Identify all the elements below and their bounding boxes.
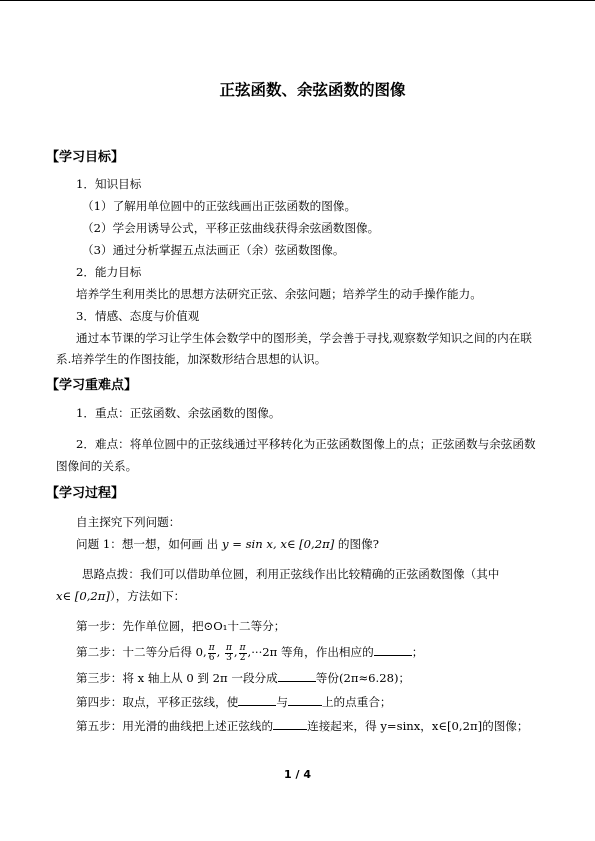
step-2-blank[interactable] [374,644,412,656]
step-3-prefix: 第三步：将 x 轴上从 0 到 2π 一段分成 [76,671,278,685]
step-2-mid: ,···2π 等角，作出相应的 [247,645,374,659]
step-4 [76,694,392,710]
step-5-blank[interactable] [273,718,307,730]
step-5-prefix: 第五步：用光滑的曲线把上述正弦线的 [76,719,274,733]
step-4-blank-2[interactable] [288,694,322,706]
goal-ability-text: 培养学生利用类比的思想方法研究正弦、余弦问题；培养学生的动手操作能力。 [76,287,482,301]
fraction-pi-over-6: $\frac{\pi}{6}$ [208,642,215,663]
question-1 [76,536,379,552]
step-2-suffix: ； [411,645,424,659]
key-point: 1．重点：正弦函数、余弦函数的图像。 [76,406,281,420]
question-1-suffix: 的图像? [334,537,379,551]
step-4-blank-1[interactable] [238,694,276,706]
section-heading-goals: 【学习目标】 [46,150,125,165]
step-2-prefix: 第二步：十二等分后得 0, [76,645,207,659]
goal-knowledge: 1．知识目标 [76,177,142,191]
difficult-point: 2．难点：将单位圆中的正弦线通过平移转化为正弦函数图像上的点；正弦函数与余弦函数图像间的关系。 [56,437,536,473]
goal-knowledge-2: （2）学会用诱导公式，平移正弦曲线获得余弦函数图像。 [82,221,380,235]
step-4-suffix: 上的点重合； [321,695,392,709]
hint-line-1: 思路点拨：我们可以借助单位圆，利用正弦线作出比较精确的正弦函数图像（其中 [82,567,500,581]
question-1-formula: y = sin x, x∈ [0,2π] [221,537,335,551]
page-number: 1 / 4 [284,768,311,781]
question-1-prefix: 问题 1：想一想，如何画 出 [76,537,222,551]
step-4-mid: 与 [276,695,288,709]
goal-emotion: 3．情感、态度与价值观 [76,309,200,323]
step-3-blank[interactable] [278,670,316,682]
fraction-pi-over-3: $\frac{\pi}{3}$ [225,642,232,663]
hint-line-2-suffix: ），方法如下： [109,589,186,603]
goal-knowledge-3: （3）通过分析掌握五点法画正（余）弦函数图像。 [82,243,345,257]
goal-knowledge-1: （1）了解用单位圆中的正弦线画出正弦函数的图像。 [82,199,357,213]
fraction-pi-over-2: $\frac{\pi}{2}$ [239,642,246,663]
step-4-prefix: 第四步：取点，平移正弦线，使 [76,695,239,709]
goal-emotion-text: 通过本节课的学习让学生体会数学中的图形美，学会善于寻找,观察数学知识之间的内在联系.培养学生的作图技能，加深数形结合思想的认识。 [56,331,532,366]
step-5 [76,718,528,734]
section-heading-process: 【学习过程】 [46,486,125,501]
process-intro: 自主探究下列问题： [76,515,181,529]
page-title: 正弦函数、余弦函数的图像 [219,81,406,99]
step-5-suffix: 连接起来，得 y=sinx，x∈[0,2π]的图像； [307,719,529,733]
hint-line-2 [56,588,185,604]
hint-formula: x∈ [0,2π] [56,589,110,603]
step-3 [76,670,410,686]
section-heading-key-points: 【学习重难点】 [46,378,138,393]
step-3-suffix: 等份(2π≈6.28)； [315,671,411,685]
top-rule [0,0,595,1]
step-2: 第二步：十二等分后得 0, $\frac{\pi}{6}$ , $\frac{\pi}{3}$ , $\frac{\pi}{2}$ ,···2π 等角，作出相应的 ； [76,642,424,663]
step-1: 第一步：先作单位圆，把⊙O₁十二等分； [76,619,286,633]
goal-ability: 2．能力目标 [76,265,142,279]
